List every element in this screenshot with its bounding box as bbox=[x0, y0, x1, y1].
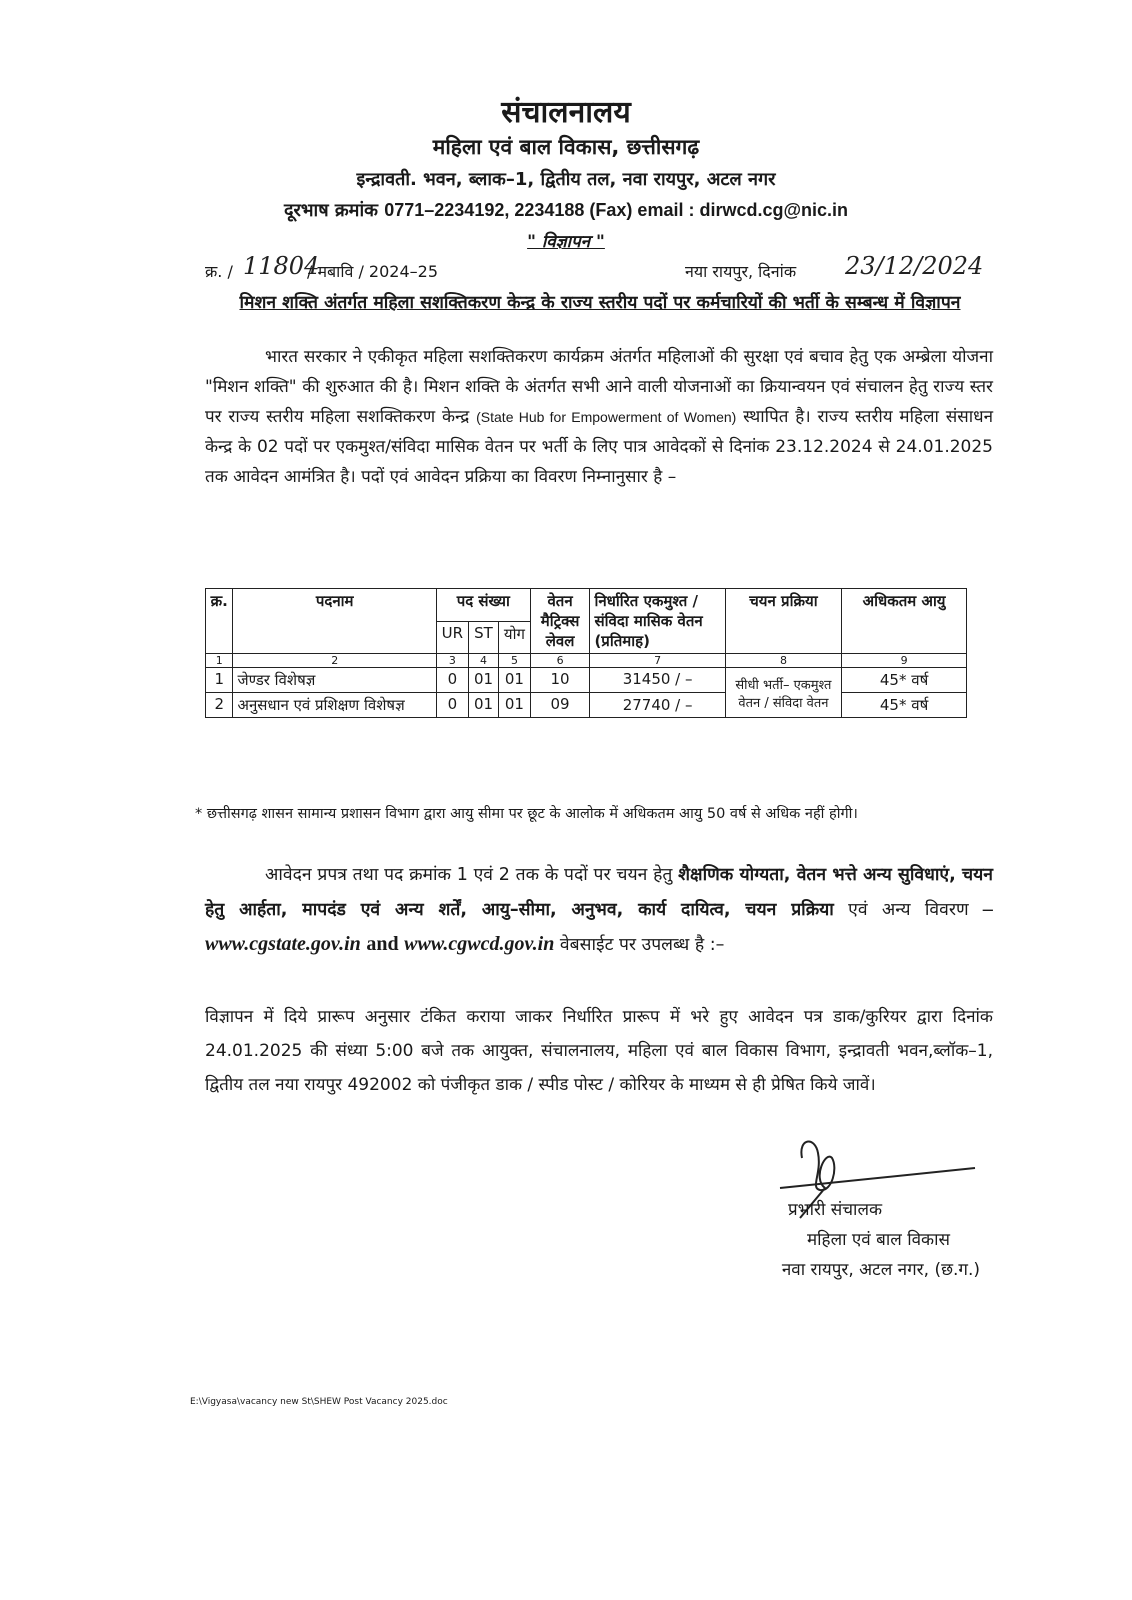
details-paragraph bbox=[205, 858, 993, 962]
posts-table bbox=[205, 588, 967, 718]
file-path: E:\Vigyasa\vacancy new St\SHEW Post Vacancy 2025.doc bbox=[190, 1397, 448, 1407]
row-level: 09 bbox=[530, 693, 590, 718]
place-date-label: नया रायपुर, दिनांक bbox=[685, 262, 797, 281]
row-sno: 1 bbox=[206, 668, 233, 693]
intro-english: (State Hub for Empowerment of Women) bbox=[476, 409, 737, 425]
intro-text-2: स्थापित है। राज्य स्तरीय महिला संसाधन केन्द्र के 02 पदों पर एकमुश्त/संविदा मासिक वेतन पर भर्ती के लिए पात्र आवेदकों से दिनांक 23.12.2024 से 24.01.2025 तक आवेदन आमंत्रित है। पदों एवं आवेदन प्रक्रिया का विवरण निम्नानुसार है – bbox=[205, 407, 994, 487]
details-and: and bbox=[366, 933, 399, 955]
row-age: 45* वर्ष bbox=[842, 668, 967, 693]
issue-date: 23/12/2024 bbox=[845, 252, 984, 280]
row-ur: 0 bbox=[436, 668, 468, 693]
table-row bbox=[206, 668, 967, 693]
age-note: * छत्तीसगढ़ शासन सामान्य प्रशासन विभाग द्वारा आयु सीमा पर छूट के आलोक में अधिकतम आयु 50 वर्ष से अधिक नहीं होगी। bbox=[195, 806, 858, 822]
col-age: अधिकतम आयु bbox=[842, 589, 967, 654]
column-number-row bbox=[206, 654, 967, 668]
col-number: 4 bbox=[468, 654, 498, 668]
col-number: 9 bbox=[842, 654, 967, 668]
details-text-3: वेबसाईट पर उपलब्ध है :– bbox=[559, 935, 725, 955]
contact-prefix: दूरभाष क्रमांक bbox=[283, 200, 378, 221]
ref-number: 11804 bbox=[243, 252, 320, 280]
ref-prefix: क्र. / bbox=[205, 262, 233, 281]
col-post: पदनाम bbox=[233, 589, 436, 654]
details-text-1: आवेदन प्रपत्र तथा पद क्रमांक 1 एवं 2 तक के पदों पर चयन हेतु bbox=[265, 865, 673, 885]
intro-text-1: भारत सरकार ने एकीकृत महिला सशक्तिकरण कार्यक्रम अंतर्गत महिलाओं की सुरक्षा एवं बचाव हेतु एक अम्ब्रेला योजना "मिशन शक्ति" की शुरुआत की है। मिशन शक्ति के अंतर्गत सभी आने वाली योजनाओं का क्रियान्वयन एवं संचालन हेतु राज्य स्तर पर राज्य स्तरीय महिला सशक्तिकरण केन्द्र bbox=[205, 347, 993, 427]
signatory-designation: प्रभारी संचालक bbox=[787, 1200, 883, 1220]
details-bold: शैक्षणिक योग्यता, वेतन भत्ते अन्य सुविधाएं, चयन हेतु आर्हता, मापदंड एवं अन्य शर्तें, आयु–सीमा, अनुभव, कार्य दायित्व, चयन प्रक्रिया bbox=[205, 865, 994, 920]
col-st: ST bbox=[468, 621, 498, 654]
col-number: 6 bbox=[530, 654, 590, 668]
col-number: 5 bbox=[499, 654, 530, 668]
notice-title: " विज्ञापन " bbox=[527, 232, 605, 252]
row-level: 10 bbox=[530, 668, 590, 693]
department-name: महिला एवं बाल विकास, छत्तीसगढ़ bbox=[432, 135, 700, 159]
col-total: योग bbox=[499, 621, 530, 654]
website-link-cgstate[interactable]: –www.cgstate.gov.in bbox=[205, 898, 993, 955]
submission-paragraph: विज्ञापन में दिये प्रारूप अनुसार टंकित कराया जाकर निर्धारित प्रारूप में भरे हुए आवेदन पत्र डाक/कुरियर द्वारा दिनांक 24.01.2025 की संध्या 5:00 बजे तक आयुक्त, संचालनालय, महिला एवं बाल विकास विभाग, इन्द्रावती भवन,ब्लॉक–1, द्वितीय तल नया रायपुर 492002 को पंजीकृत डाक / स्पीड पोस्ट / कोरियर के माध्यम से ही प्रेषित किये जावें। bbox=[205, 1007, 993, 1095]
signatory-place: नवा रायपुर, अटल नगर, (छ.ग.) bbox=[781, 1260, 980, 1280]
contact-line bbox=[0, 198, 1132, 222]
col-number: 8 bbox=[725, 654, 841, 668]
office-address: इन्द्रावती. भवन, ब्लाक–1, द्वितीय तल, नवा रायपुर, अटल नगर bbox=[356, 169, 776, 190]
col-selection: चयन प्रक्रिया bbox=[725, 589, 841, 654]
ref-suffix: / मबावि / 2024–25 bbox=[307, 262, 439, 281]
col-count: पद संख्या bbox=[436, 589, 530, 622]
col-number: 7 bbox=[590, 654, 725, 668]
row-age: 45* वर्ष bbox=[842, 693, 967, 718]
intro-paragraph bbox=[205, 342, 993, 492]
row-sno: 2 bbox=[206, 693, 233, 718]
row-post: जेण्डर विशेषज्ञ bbox=[233, 668, 436, 693]
col-ur: UR bbox=[436, 621, 468, 654]
col-sno: क्र. bbox=[206, 589, 233, 654]
row-total: 01 bbox=[499, 693, 530, 718]
subject-line: मिशन शक्ति अंतर्गत महिला सशक्तिकरण केन्द्र के राज्य स्तरीय पदों पर कर्मचारियों की भर्ती के सम्बन्ध में विज्ञापन bbox=[239, 293, 961, 313]
row-st: 01 bbox=[468, 668, 498, 693]
row-ur: 0 bbox=[436, 693, 468, 718]
row-st: 01 bbox=[468, 693, 498, 718]
row-post: अनुसधान एवं प्रशिक्षण विशेषज्ञ bbox=[233, 693, 436, 718]
contact-details: 0771–2234192, 2234188 (Fax) email : dirwcd.cg@nic.in bbox=[384, 200, 849, 220]
row-salary: 31450 / – bbox=[590, 668, 725, 693]
col-number: 2 bbox=[233, 654, 436, 668]
row-selection: सीधी भर्ती– एकमुश्त वेतन / संविदा वेतन bbox=[725, 668, 841, 718]
table-header-row bbox=[206, 589, 967, 622]
col-number: 1 bbox=[206, 654, 233, 668]
website-link-cgwcd[interactable]: www.cgwcd.gov.in bbox=[404, 933, 555, 955]
signatory-department: महिला एवं बाल विकास bbox=[806, 1230, 950, 1250]
reference-row bbox=[205, 252, 1005, 288]
office-title: संचालनालय bbox=[501, 95, 631, 130]
col-number: 3 bbox=[436, 654, 468, 668]
row-salary: 27740 / – bbox=[590, 693, 725, 718]
col-salary: निर्धारित एकमुश्त / संविदा मासिक वेतन (प्रतिमाह) bbox=[590, 589, 725, 654]
table-row bbox=[206, 693, 967, 718]
row-total: 01 bbox=[499, 668, 530, 693]
col-level: वेतन मैट्रिक्स लेवल bbox=[530, 589, 590, 654]
details-text-2: एवं अन्य विवरण bbox=[848, 900, 969, 920]
